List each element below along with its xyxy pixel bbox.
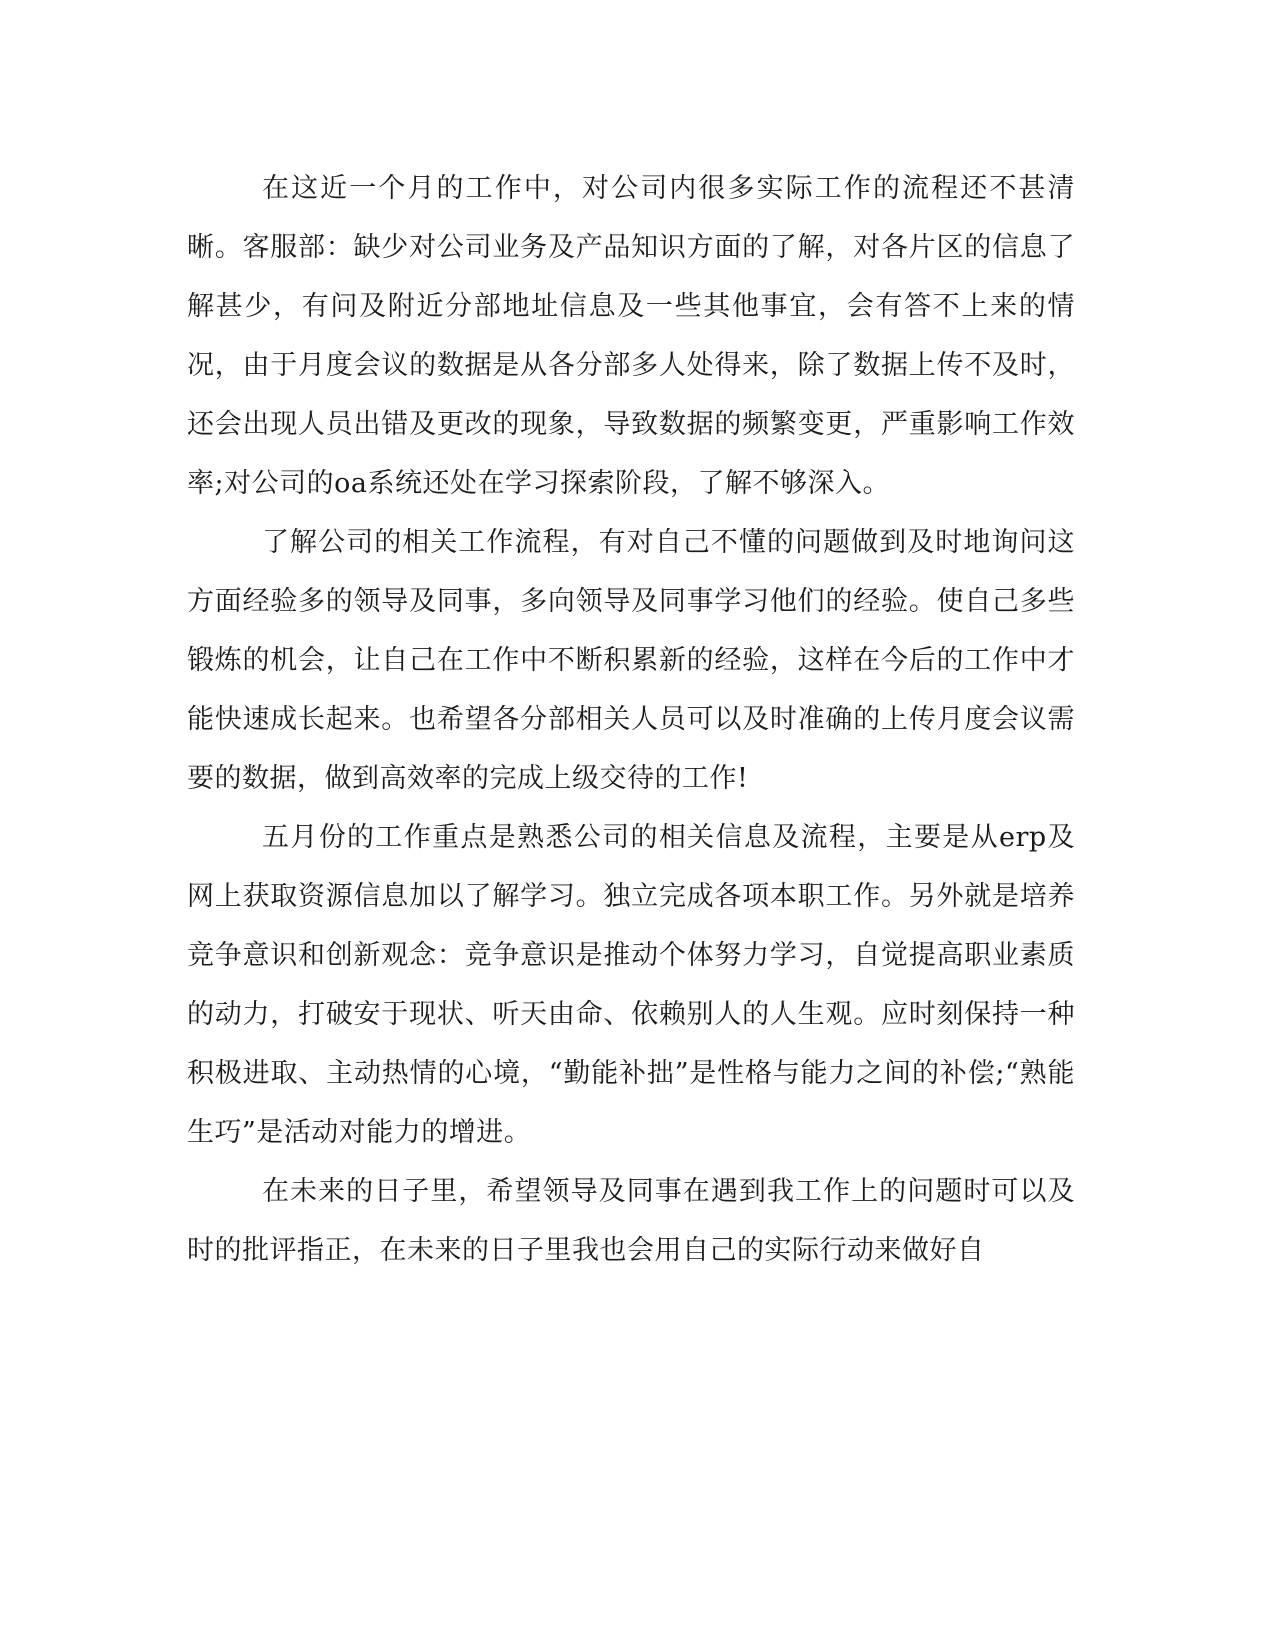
paragraph-4: 在未来的日子里，希望领导及同事在遇到我工作上的问题时可以及时的批评指正，在未来的日子里我也会用自己的实际行动来做好自 [187,1176,1075,1266]
paragraph-3: 五月份的工作重点是熟悉公司的相关信息及流程，主要是从erp及网上获取资源信息加以了解学习。独立完成各项本职工作。另外就是培养竞争意识和创新观念：竞争意识是推动个体努力学习，自觉提高职业素质的动力，打破安于现状、听天由命、依赖别人的人生观。应时刻保持一种积极进取、主动热情的心境，“勤能补拙”是性格与能力之间的补偿;“熟能生巧”是活动对能力的增进。 [187,822,1075,1148]
paragraph-1: 在这近一个月的工作中，对公司内很多实际工作的流程还不甚清晰。客服部：缺少对公司业务及产品知识方面的了解，对各片区的信息了解甚少，有问及附近分部地址信息及一些其他事宜，会有答不上来的情况，由于月度会议的数据是从各分部多人处得来，除了数据上传不及时，还会出现人员出错及更改的现象，导致数据的频繁变更，严重影响工作效率;对公司的oa系统还处在学习探索阶段，了解不够深入。 [187,173,1075,499]
document-body [187,159,1075,1280]
paragraph-2: 了解公司的相关工作流程，有对自己不懂的问题做到及时地询问这方面经验多的领导及同事，多向领导及同事学习他们的经验。使自己多些锻炼的机会，让自己在工作中不断积累新的经验，这样在今后的工作中才能快速成长起来。也希望各分部相关人员可以及时准确的上传月度会议需要的数据，做到高效率的完成上级交待的工作! [187,527,1075,794]
